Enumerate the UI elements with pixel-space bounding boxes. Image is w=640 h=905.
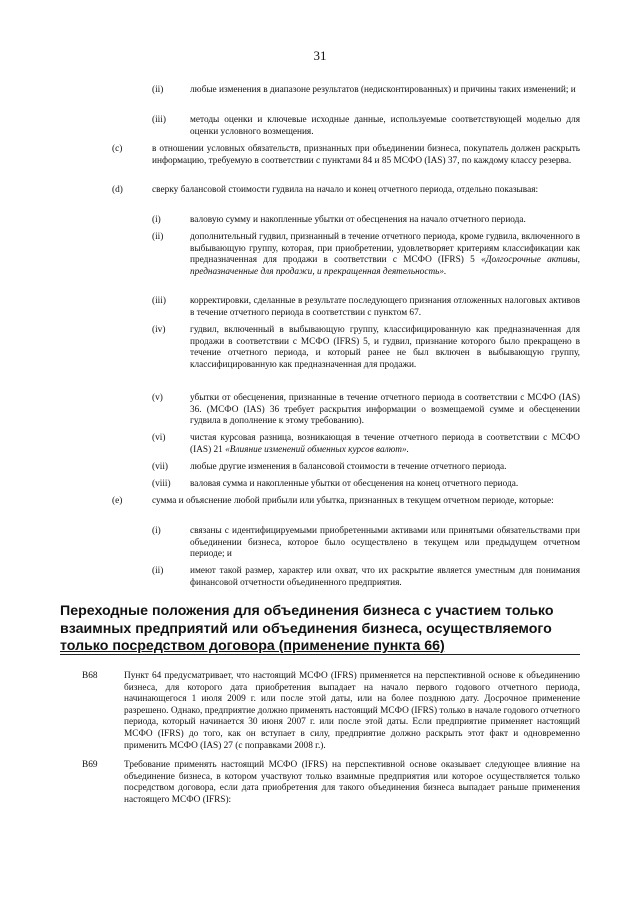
- section-heading-line: только посредством договора (применение пункта 66): [60, 638, 445, 654]
- item-text-italic: «Долгосрочные активы, предназначенные для продажи, и прекращенная деятельность».: [190, 255, 580, 277]
- item-label: (d): [112, 185, 123, 195]
- item-label: (ii): [152, 566, 164, 576]
- item-label: (vii): [152, 462, 169, 472]
- item-text: имеют такой размер, характер или охват, что их раскрытие является уместным для понимания финансовой отчетности объединенного предприятия.: [190, 566, 580, 588]
- paragraph-label: B69: [82, 760, 98, 770]
- item-label: (e): [112, 496, 123, 506]
- item-label: (iii): [152, 296, 166, 306]
- item-text-plain: дополнительный гудвил, признанный в течение отчетного периода, кроме гудвила, включенного в выбывающую группу, которая, при приобретении, удовлетворяет критериям классификации как предназначенная для продажи в соответствии с МСФО (IFRS) 5: [190, 232, 580, 266]
- item-label: (c): [112, 144, 123, 154]
- section-heading: [60, 603, 580, 656]
- paragraph-text: Пункт 64 предусматривает, что настоящий МСФО (IFRS) применяется на перспективной основе к объединению бизнеса, для которого дата приобретения выпадает на начало первого годового отчетного периода, начинающегося 1 июля 2009 г. или после этой даты, или на более позднюю дату. Досрочное применение разрешено. Однако, предприятие должно применять настоящий МСФО (IFRS) только в начале годового отчетного периода, который начинается 30 июня 2007 г. или после этой даты. Если предприятие применяет настоящий МСФО (IFRS) до того, как он вступает в силу, предприятие должно раскрыть этот факт и одновременно применить МСФО (IAS) 27 (с поправками 2008 г.).: [124, 671, 580, 751]
- item-text-plain: чистая курсовая разница, возникающая в течение отчетного периода в соответствии с МСФО (IAS) 21: [190, 433, 580, 455]
- item-text: [190, 433, 580, 456]
- heading-rule: [60, 654, 580, 655]
- item-text: сумма и объяснение любой прибыли или убытка, признанных в текущем отчетном периоде, которые:: [152, 496, 554, 506]
- item-text: убытки от обесценения, признанные в течение отчетного периода в соответствии с МСФО (IAS) 36. (МСФО (IAS) 36 требует раскрытия информации о возмещаемой сумме и обесценении гудвила в дополнение к этому требованию).: [190, 393, 580, 427]
- item-label: (iii): [152, 115, 166, 125]
- section-heading-line: Переходные положения для объединения бизнеса с участием только: [60, 603, 554, 619]
- item-label: (i): [152, 526, 161, 536]
- item-text: корректировки, сделанные в результате последующего признания отложенных налоговых активов в течение отчетного периода в соответствии с пунктом 67.: [190, 296, 580, 318]
- item-text: валовую сумму и накопленные убытки от обесценения на начало отчетного периода.: [190, 215, 526, 225]
- item-label: (iv): [152, 325, 166, 335]
- item-label: (ii): [152, 232, 164, 242]
- item-text-italic: «Влияние изменений обменных курсов валют».: [225, 444, 409, 455]
- item-label: (ii): [152, 85, 164, 95]
- section-heading-line: взаимных предприятий или объединения бизнеса, осуществляемого: [60, 620, 552, 637]
- paragraph-label: B68: [82, 671, 98, 681]
- item-label: (v): [152, 393, 163, 403]
- item-label: (i): [152, 215, 161, 225]
- item-text: методы оценки и ключевые исходные данные, используемые соответствующей моделью для оценки условного возмещения.: [190, 115, 580, 137]
- item-text: связаны с идентифицируемыми приобретенными активами или принятыми обязательствами при объединении бизнеса, которое было осуществлено в текущем или предыдущем отчетном периоде; и: [190, 526, 580, 560]
- item-text: любые другие изменения в балансовой стоимости в течение отчетного периода.: [190, 462, 507, 472]
- paragraph-text: Требование применять настоящий МСФО (IFRS) на перспективной основе оказывает следующее влияние на объединение бизнеса, в котором участвуют только взаимные предприятия или которое осуществляется только посредством договора, если дата приобретения для такого объединения бизнеса выпадает раньше применения настоящего МСФО (IFRS):: [124, 760, 580, 805]
- item-text: валовая сумма и накопленные убытки от обесценения на конец отчетного периода.: [190, 479, 519, 489]
- item-label: (viii): [152, 479, 171, 489]
- page-number: 31: [313, 48, 327, 63]
- item-text: [190, 232, 580, 278]
- item-text: сверку балансовой стоимости гудвила на начало и конец отчетного периода, отдельно показывая:: [152, 185, 539, 195]
- item-label: (vi): [152, 433, 166, 443]
- item-text: в отношении условных обязательств, признанных при объединении бизнеса, покупатель должен раскрыть информацию, требуемую в соответствии с пунктами 84 и 85 МСФО (IAS) 37, по каждому классу резерва.: [152, 144, 580, 166]
- item-text: любые изменения в диапазоне результатов (недисконтированных) и причины таких изменений; и: [190, 85, 576, 95]
- item-text: гудвил, включенный в выбывающую группу, классифицированную как предназначенная для продажи в соответствии с МСФО (IFRS) 5, и гудвил, признание которого было прекращено в течение отчетного периода, и который ранее не был включен в выбывающую группу, классифицированную как предназначенная для продажи.: [190, 325, 580, 370]
